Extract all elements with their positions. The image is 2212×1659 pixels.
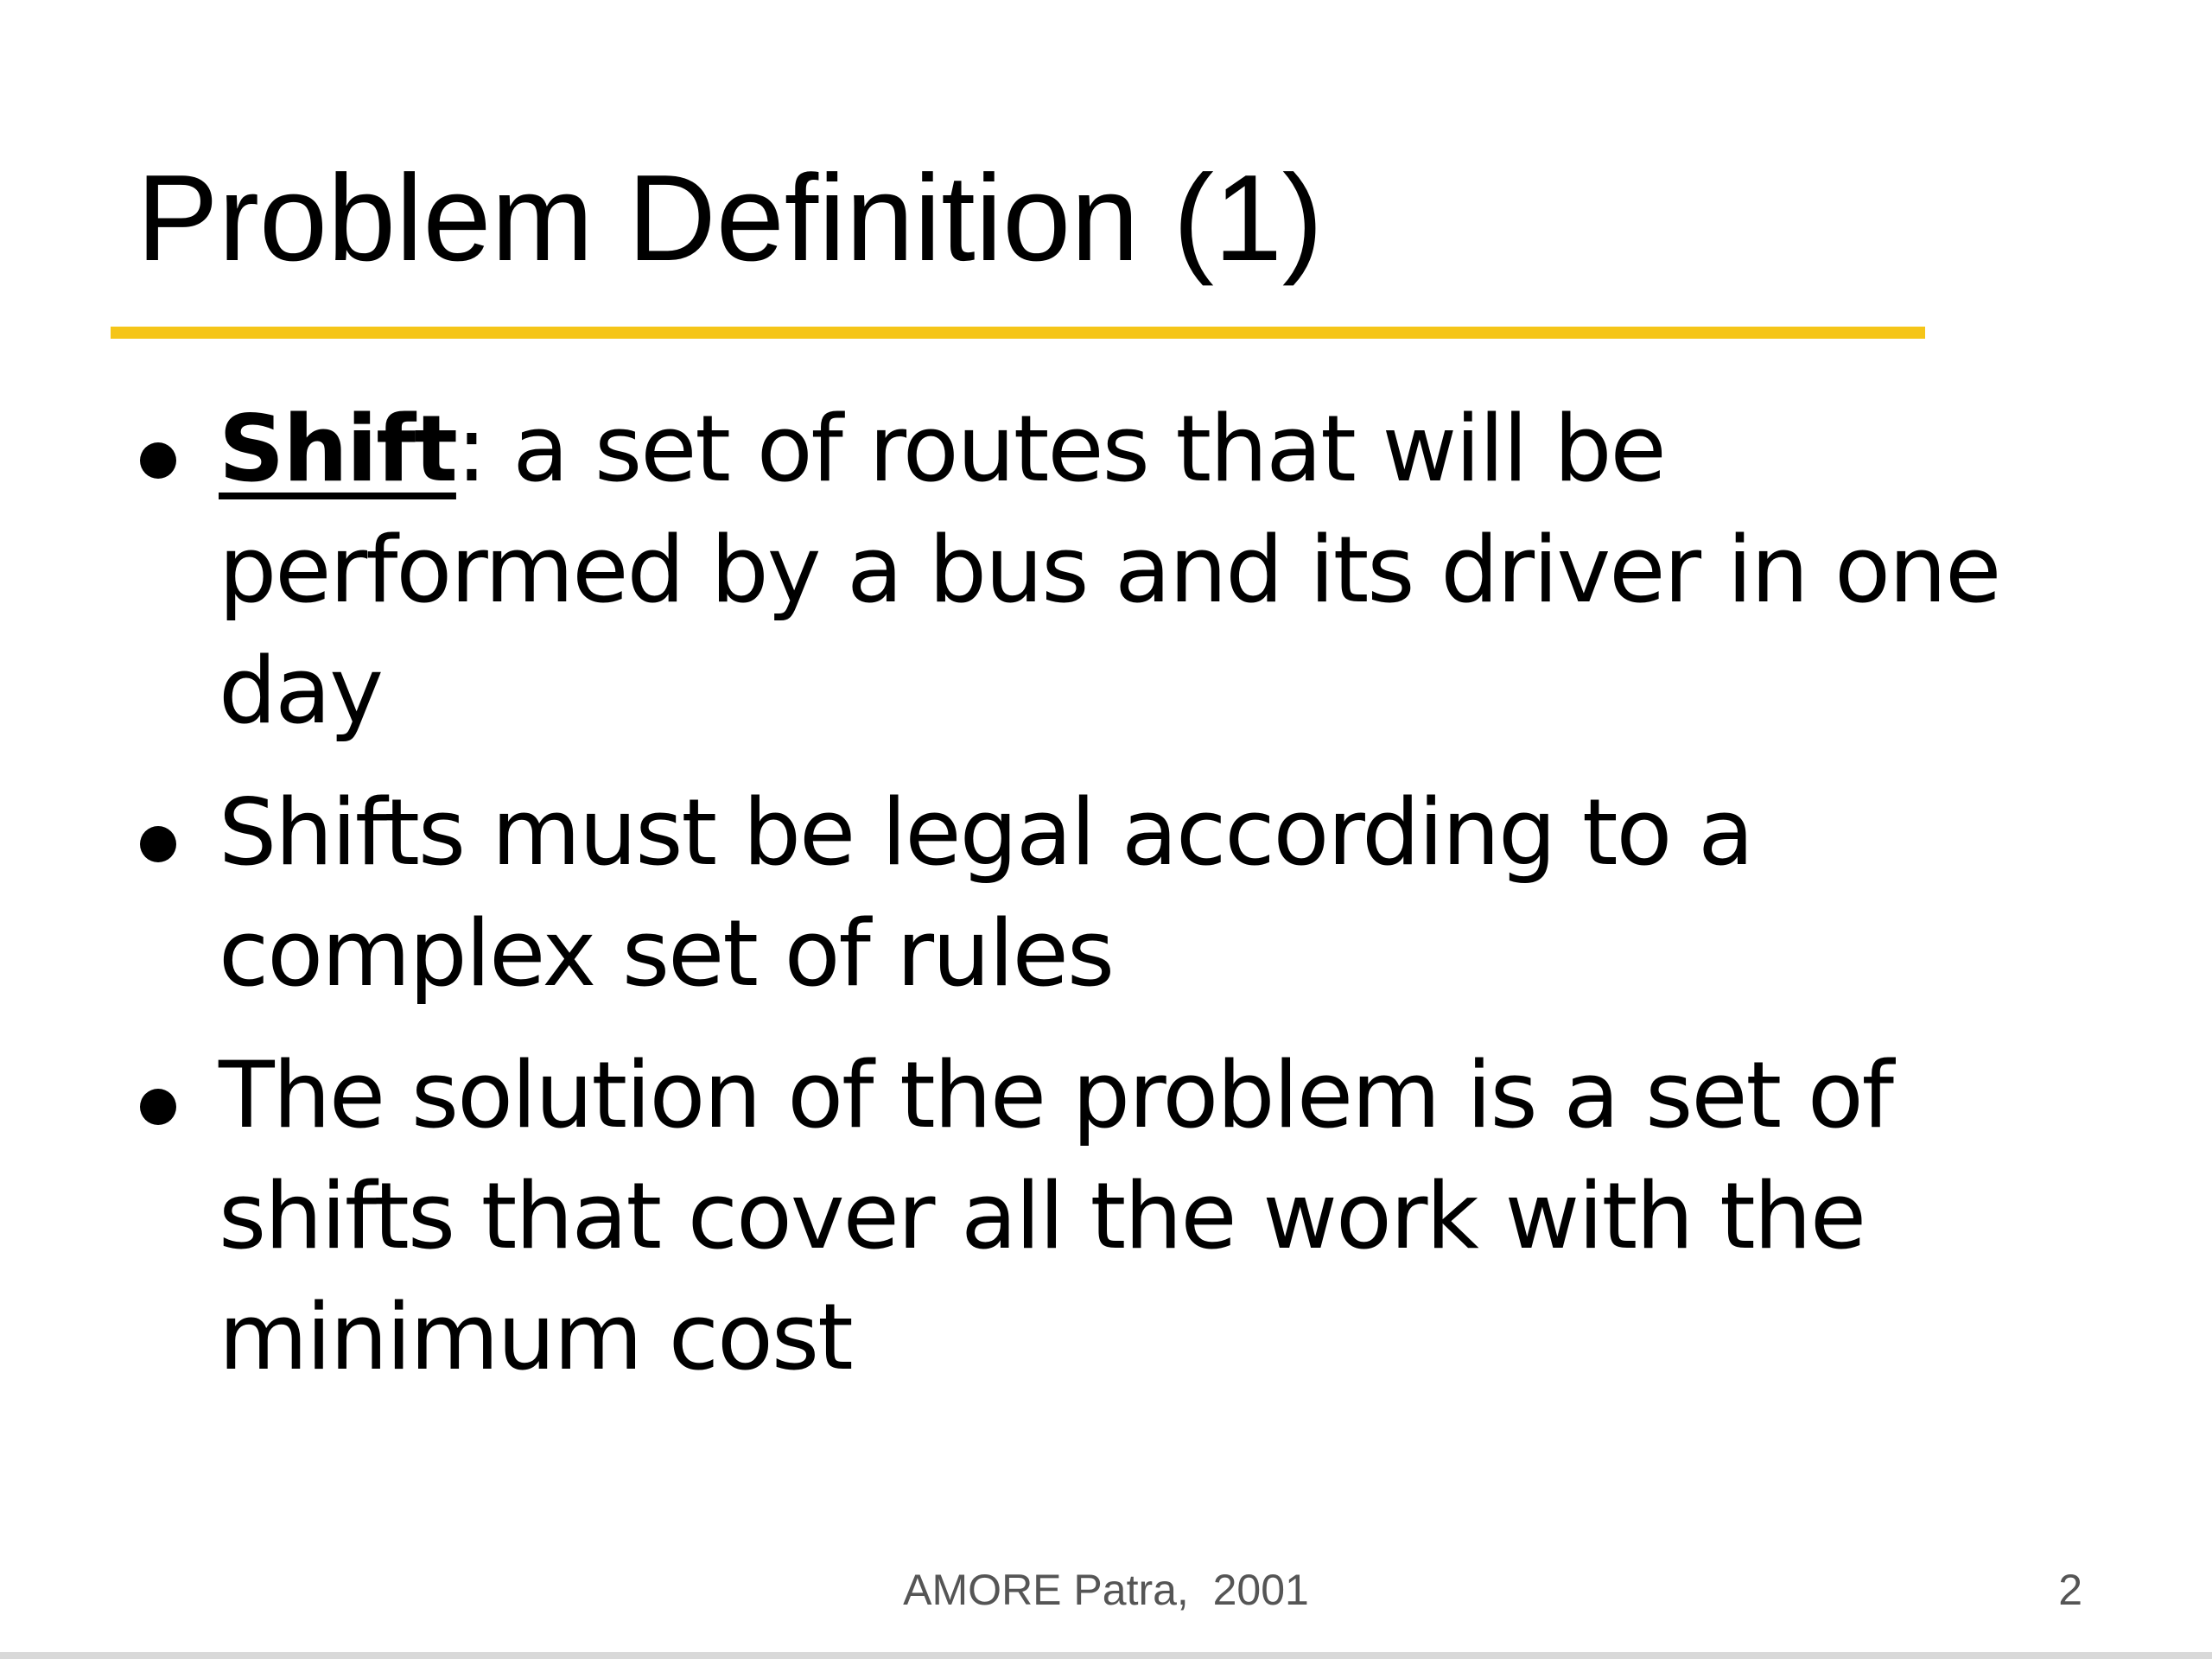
bullet-text: Shifts must be legal according to a complex set of rules [219,779,1753,1007]
slide-footer: AMORE Patra, 2001 [903,1566,1309,1614]
bullet-item-shift-definition [0,389,2074,752]
title-underline-rule [111,327,1925,339]
slide-page-number: 2 [2058,1566,2082,1614]
bullet-item-legal-shifts [0,772,2074,1014]
bullet-item-solution [0,1035,2074,1398]
bottom-divider [0,1652,2212,1659]
bullet-term: Shift [219,396,456,502]
bullet-text: The solution of the problem is a set of shifts that cover all the work with the minimum cost [219,1042,1892,1390]
bullet-icon [140,826,176,862]
bullet-icon [140,442,176,479]
bullet-text: : a set of routes that will be performed by a bus and its driver in one day [219,396,2000,744]
bullet-list [0,389,2074,1419]
bullet-icon [140,1089,176,1125]
slide-title: Problem Definition (1) [137,149,1324,287]
